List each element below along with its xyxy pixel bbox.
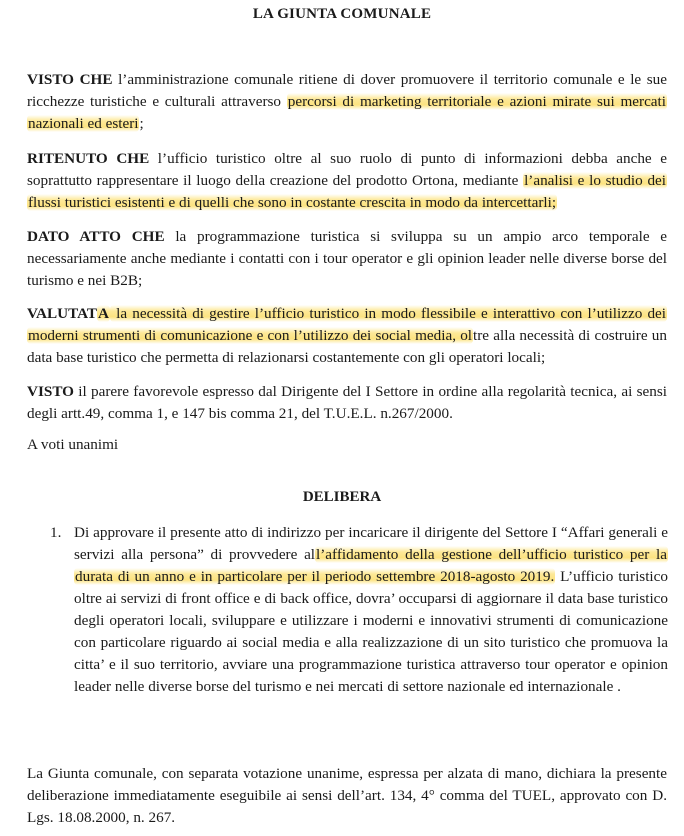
highlight-item1: l’affidamento della gestione dell’ufficio turistico per la durata di un anno e in particolare per il periodo settembre 2018-agosto 2019. [75,546,667,585]
label-valutata: VALUTAT [27,305,98,322]
paragraph-ritenuto-che [27,148,667,214]
closing-paragraph: La Giunta comunale, con separata votazione unanime, espressa per alzata di mano, dichiara la presente deliberazione immediatamente eseguibile ai sensi dell’art. 134, 4° comma del TUEL, approvato con D. Lgs. 18.08.2000, n. 267. [27,765,667,826]
highlight-visto-che: percorsi di marketing territoriale e azioni mirate sui mercati nazionali ed esteri [28,93,666,132]
item1-text-a: Di approvare il presente atto di indirizzo per incaricare il dirigente del Settore I “Affari generali e servizi alla persona” di provvedere al [74,524,668,563]
paragraph-visto-che [27,69,667,135]
label-visto: VISTO [27,383,74,400]
paragraph-visto [27,381,667,425]
label-dato-atto-che: DATO ATTO CHE [27,228,165,245]
highlight-valutata: la necessità di gestire l’ufficio turistico in modo flessibile e interattivo con l’utilizzo dei moderni strumenti di comunicazione e con l’utilizzo dei social media, ol [28,305,666,344]
text-ritenuto-che: l’ufficio turistico oltre al suo ruolo di punto di informazioni debba anche e soprattutto rappresentare il luogo della creazione del prodotto Ortona, mediante [27,150,667,189]
highlight-ritenuto-che: l’analisi e lo studio dei flussi turistici esistenti e di quelli che sono in costante crescita in modo da intercettarli; [28,172,666,211]
text-dato-atto-che: la programmazione turistica si sviluppa su un ampio arco temporale e necessariamente anche mediante i contatti con i tour operator e gli opinion leader nelle diverse borse del turismo e nei B2B; [27,228,668,289]
text-visto-che-end: ; [139,115,144,132]
delibera-list [50,522,668,698]
label-visto-che: VISTO CHE [27,71,113,88]
item1-text-b: L’ufficio turistico oltre ai servizi di front office e di back office, dovra’ occuparsi di aggiornare il data base turistico degli operatori locali, sviluppare e utilizzare i moderni e innovativi strumenti di comunicazione con particolare riguardo ai social media e alla realizzazione di un sito turistico che promuova la citta’ e il suo territorio, avviare una programmazione turistica attraverso tour operator e opinion leader nelle diverse borse del turismo e nei mercati di settore nazionale ed internazionale . [74,568,668,695]
text-valutata: tre alla necessità di costruire un data base turistico che permetta di relazionarsi costantemente con gli operatori locali; [27,327,667,366]
paragraph-dato-atto-che [27,226,667,292]
delibera-heading: DELIBERA [302,489,382,505]
text-visto: il parere favorevole espresso dal Dirigente del I Settore in ordine alla regolarità tecnica, ai sensi degli artt.49, comma 1, e 147 bis comma 21, del T.U.E.L. n.267/2000. [27,383,667,422]
label-valutata-hl: A [98,305,110,322]
document-title: LA GIUNTA COMUNALE [252,6,432,22]
a-voti-unanimi: A voti unanimi [27,436,119,453]
label-ritenuto-che: RITENUTO CHE [27,150,150,167]
list-item-number: 1. [50,524,62,541]
paragraph-valutata [27,303,667,369]
list-item [74,522,668,698]
text-visto-che: l’amministrazione comunale ritiene di dover promuovere il territorio comunale e le sue ricchezze turistiche e culturali attraverso [27,71,668,110]
